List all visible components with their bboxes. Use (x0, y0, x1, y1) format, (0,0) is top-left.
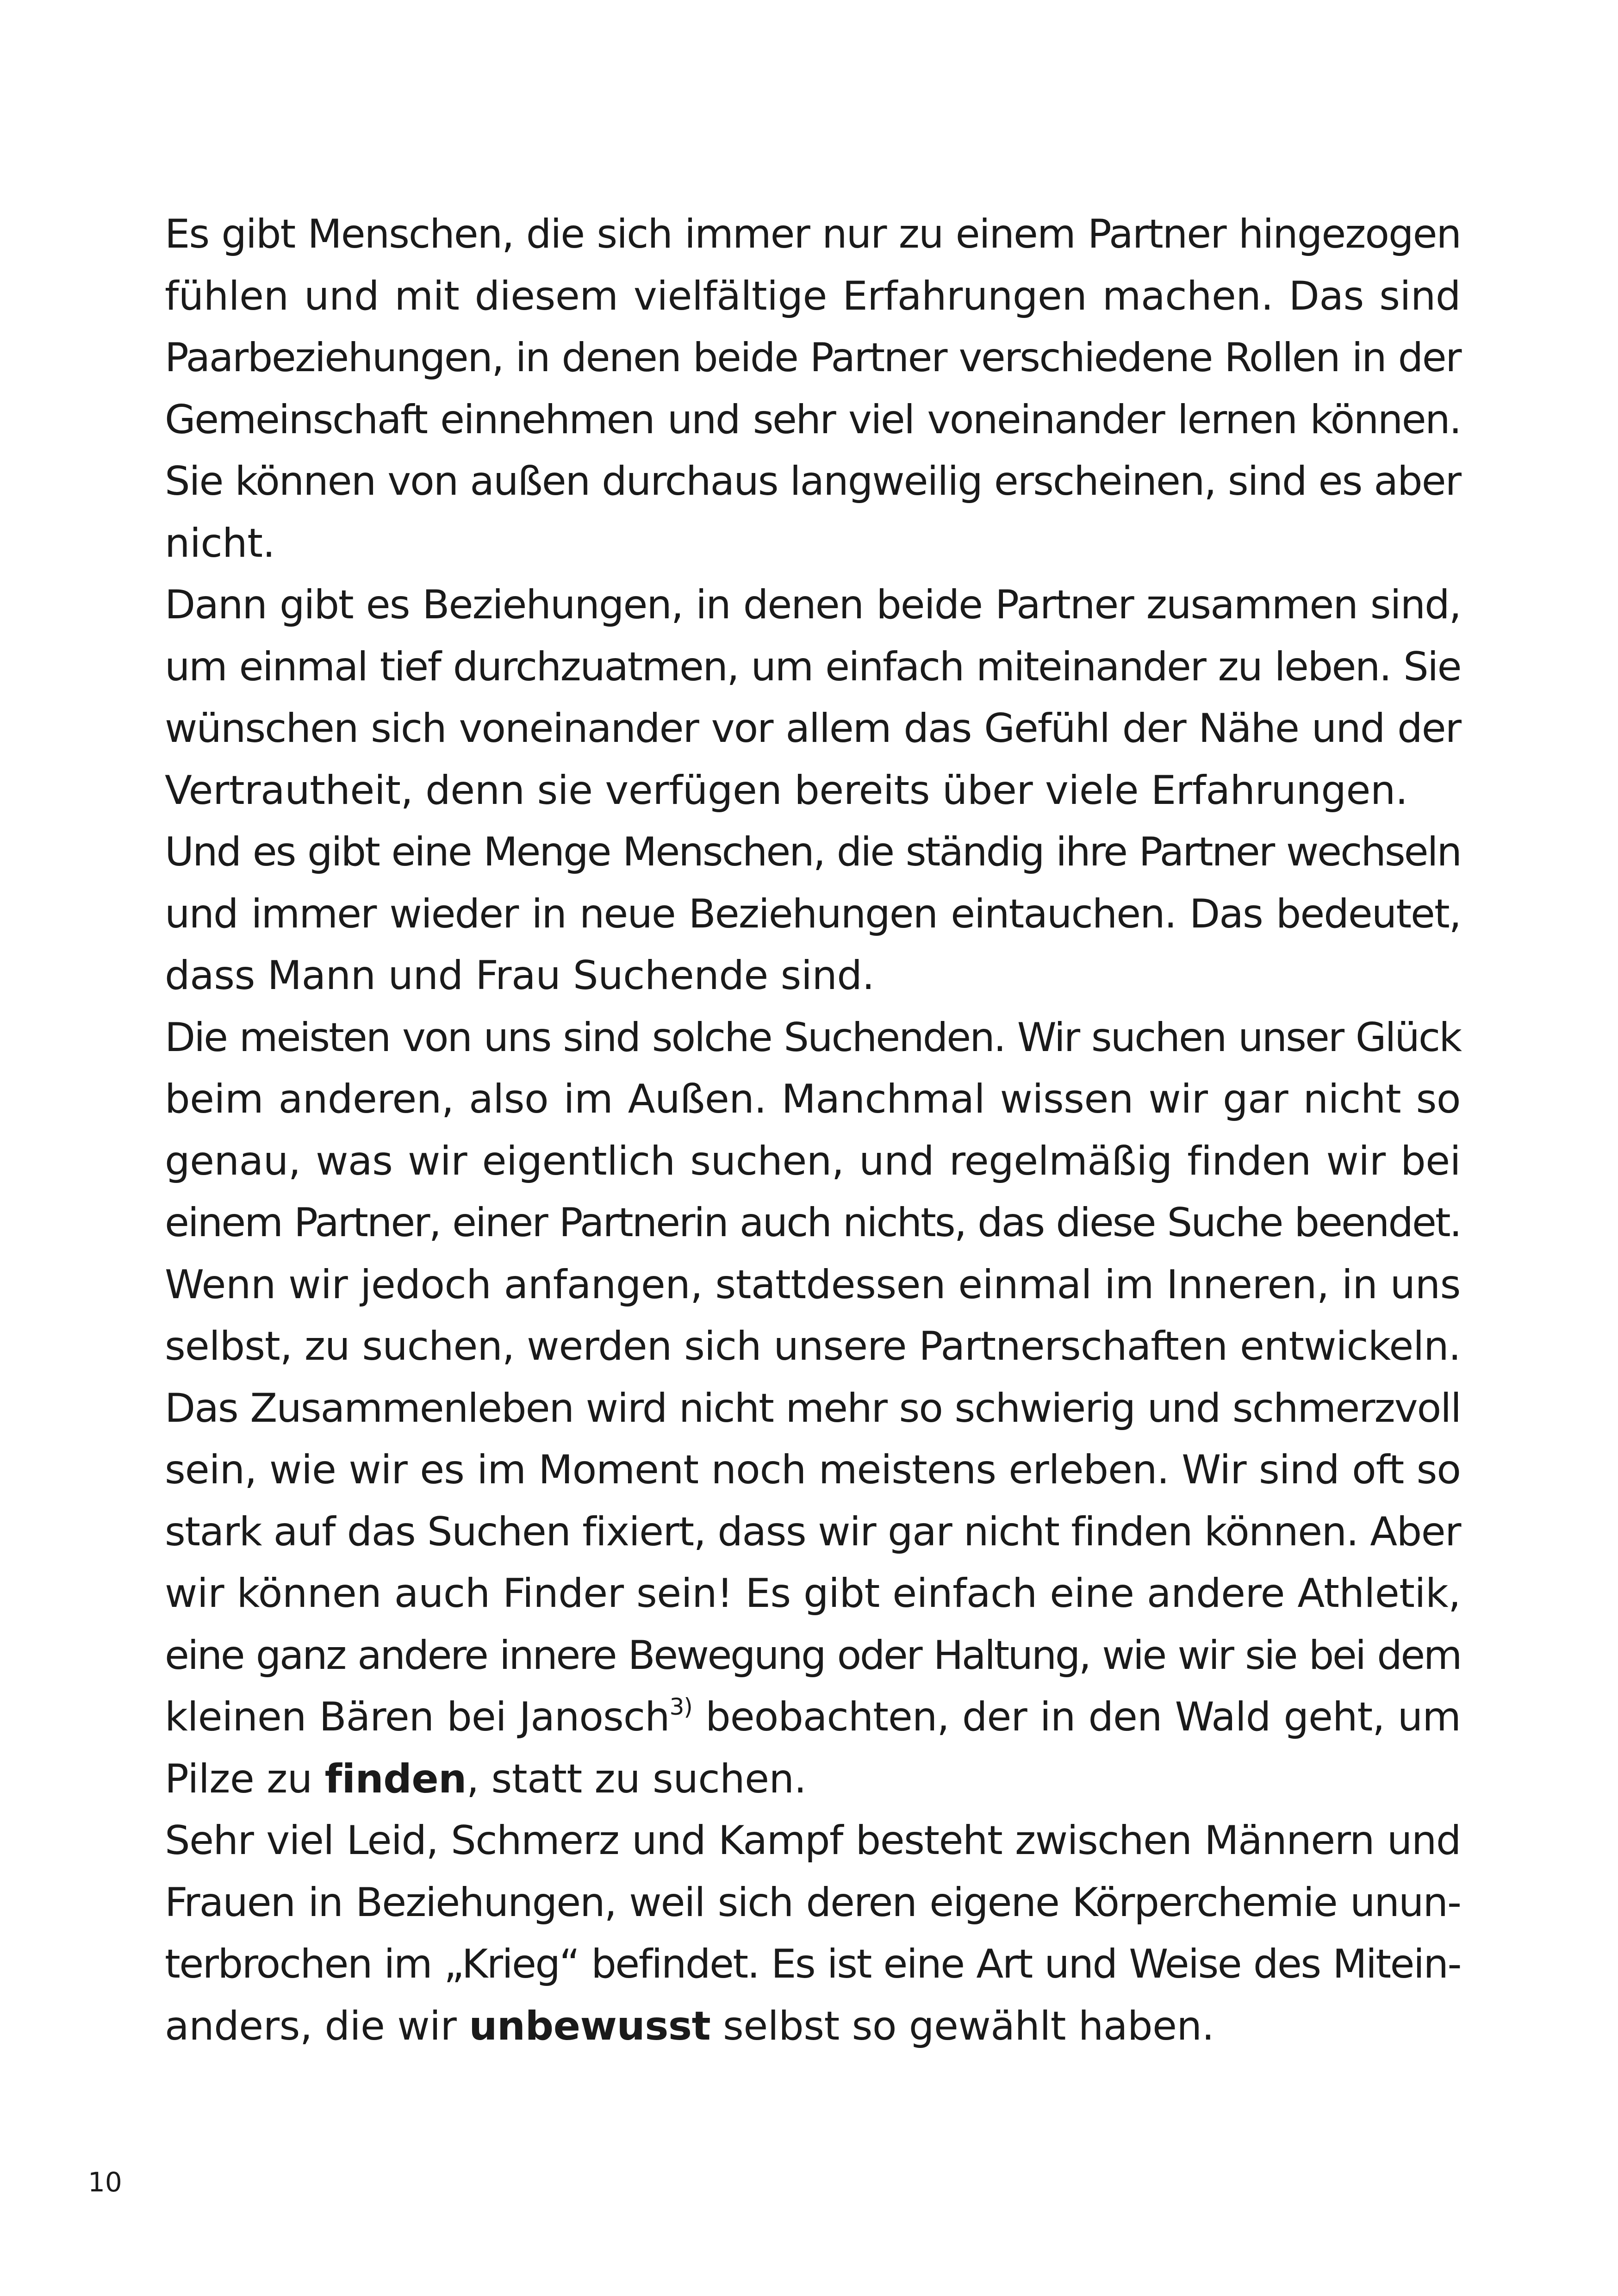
text-line: Wenn wir jedoch anfangen, stattdessen einmal im Inneren, in uns (165, 1261, 1461, 1308)
text-segment: kleinen Bären bei Janosch (165, 1694, 670, 1740)
text-line: stark auf das Suchen fixiert, dass wir gar nicht finden können. Aber (165, 1508, 1461, 1555)
emphasis-finden: finden (324, 1755, 467, 1802)
text-line: nicht. (165, 520, 275, 566)
text-line: Das Zusammenleben wird nicht mehr so schwierig und schmerzvoll (165, 1385, 1461, 1431)
text-line: Es gibt Menschen, die sich immer nur zu einem Partner hingezogen (165, 211, 1461, 257)
page-number: 10 (88, 2166, 122, 2198)
text-line: genau, was wir eigentlich suchen, und regelmäßig finden wir bei (165, 1138, 1461, 1184)
text-line-finden (165, 1748, 1461, 1811)
text-line-unbewusst (165, 1996, 1461, 2058)
text-line: um einmal tief durchzuatmen, um einfach miteinander zu leben. Sie (165, 643, 1461, 690)
text-line: und immer wieder in neue Beziehungen eintauchen. Das bedeutet, (165, 890, 1461, 937)
footnote-marker: 3) (669, 1693, 692, 1720)
text-line: terbrochen im „Krieg“ befindet. Es ist eine Art und Weise des Mitein- (165, 1941, 1461, 1987)
text-segment: beobachten, der in den Wald geht, um (692, 1694, 1461, 1740)
text-line: sein, wie wir es im Moment noch meistens erleben. Wir sind oft so (165, 1447, 1461, 1493)
text-line: Frauen in Beziehungen, weil sich deren eigene Körperchemie unun- (165, 1879, 1461, 1926)
text-line: wir können auch Finder sein! Es gibt einfach eine andere Athletik, (165, 1570, 1461, 1617)
text-segment: anders, die wir (165, 2003, 469, 2049)
emphasis-unbewusst: unbewusst (469, 2003, 711, 2049)
text-line: Dann gibt es Beziehungen, in denen beide Partner zusammen sind, (165, 582, 1461, 628)
text-line: dass Mann und Frau Suchende sind. (165, 952, 875, 999)
text-line: Und es gibt eine Menge Menschen, die ständig ihre Partner wechseln (165, 829, 1461, 875)
text-line: fühlen und mit diesem vielfältige Erfahrungen machen. Das sind (165, 273, 1461, 319)
text-segment: selbst so gewählt haben. (710, 2003, 1214, 2049)
text-line: wünschen sich voneinander vor allem das Gefühl der Nähe und der (165, 705, 1461, 752)
text-line: Gemeinschaft einnehmen und sehr viel voneinander lernen können. (165, 396, 1461, 443)
text-line: Vertrautheit, denn sie verfügen bereits über viele Erfahrungen. (165, 767, 1408, 814)
text-line: Sie können von außen durchaus langweilig erscheinen, sind es aber (165, 458, 1461, 504)
body-text (165, 204, 1461, 2057)
text-segment: Pilze zu (165, 1755, 325, 1802)
text-segment: , statt zu suchen. (466, 1755, 807, 1802)
text-line: eine ganz andere innere Bewegung oder Haltung, wie wir sie bei dem (165, 1632, 1461, 1679)
text-line: Paarbeziehungen, in denen beide Partner verschiedene Rollen in der (165, 335, 1461, 381)
text-line: einem Partner, einer Partnerin auch nichts, das diese Suche beendet. (165, 1200, 1461, 1246)
text-line: Sehr viel Leid, Schmerz und Kampf besteht zwischen Männern und (165, 1817, 1461, 1864)
text-line: selbst, zu suchen, werden sich unsere Partnerschaften entwickeln. (165, 1323, 1461, 1369)
text-line: beim anderen, also im Außen. Manchmal wissen wir gar nicht so (165, 1076, 1461, 1122)
text-line: Die meisten von uns sind solche Suchenden. Wir suchen unser Glück (165, 1014, 1461, 1061)
text-line-janosch (165, 1686, 1461, 1748)
